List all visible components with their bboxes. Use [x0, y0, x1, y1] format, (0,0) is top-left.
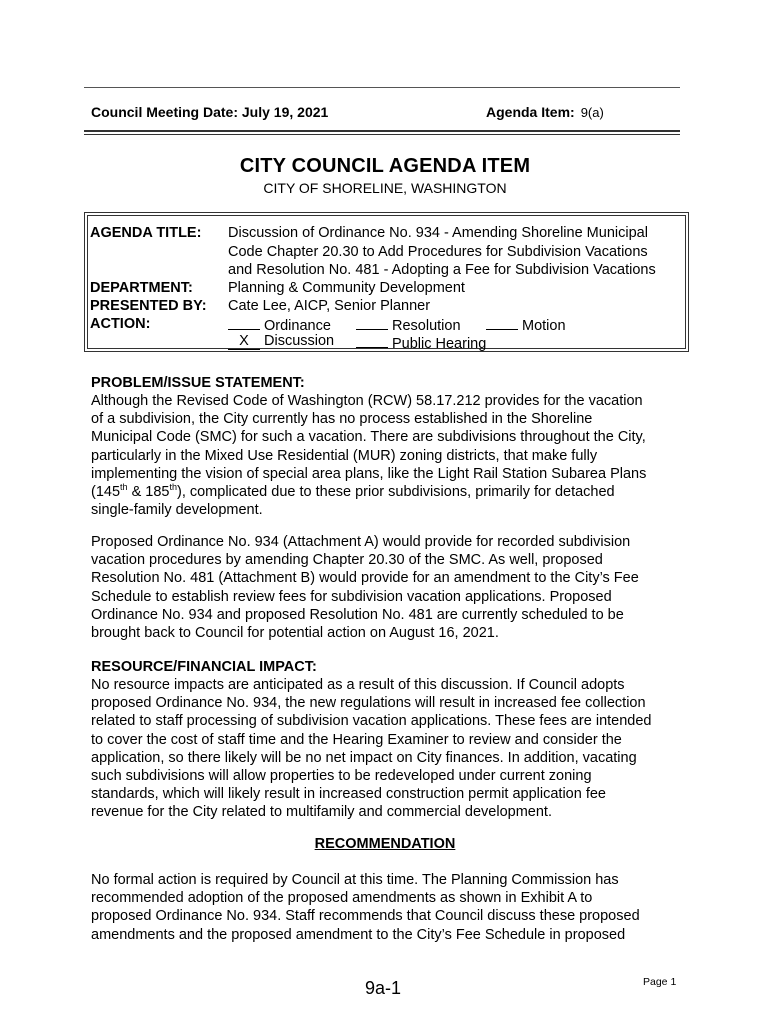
action-option-public-hearing: Public Hearing [356, 333, 486, 352]
agenda-title-value [228, 224, 656, 280]
resource-heading: RESOURCE/FINANCIAL IMPACT: [91, 659, 317, 675]
text-line: such subdivisions will allow properties to be redeveloped under current zoning [91, 768, 592, 785]
blank-line [356, 333, 388, 348]
agenda-title-line: Discussion of Ordinance No. 934 - Amending Shoreline Municipal [228, 225, 648, 241]
problem-paragraph-1 [91, 392, 691, 519]
document-subtitle: CITY OF SHORELINE, WASHINGTON [263, 180, 507, 196]
text-line: (145th & 185th), complicated due to these prior subdivisions, primarily for detached [91, 482, 615, 501]
action-option-resolution: Resolution [356, 315, 461, 334]
text-line: Municipal Code (SMC) for such a vacation. There are subdivisions throughout the City, [91, 429, 646, 446]
text-line: No formal action is required by Council at this time. The Planning Commission has [91, 872, 619, 888]
department-label: DEPARTMENT: [90, 280, 193, 296]
blank-line [228, 315, 260, 330]
page-code: 9a-1 [365, 978, 402, 998]
agenda-item [486, 104, 604, 120]
agenda-title-line: Code Chapter 20.30 to Add Procedures for Subdivision Vacations [228, 243, 648, 260]
text-line: recommended adoption of the proposed amendments as shown in Exhibit A to [91, 890, 593, 907]
text-line: proposed Ordinance No. 934. Staff recommends that Council discuss these proposed [91, 908, 640, 925]
text-line: vacation procedures by amending Chapter 20.30 of the SMC. As well, proposed [91, 552, 603, 569]
agenda-title-label: AGENDA TITLE: [90, 225, 202, 241]
text-line: Resolution No. 481 (Attachment B) would provide for an amendment to the City’s Fee [91, 570, 639, 587]
resource-paragraph [91, 676, 691, 822]
problem-heading: PROBLEM/ISSUE STATEMENT: [91, 375, 305, 391]
text-line: implementing the vision of special area plans, like the Light Rail Station Subarea Plans [91, 465, 647, 482]
recommendation-heading: RECOMMENDATION [314, 836, 456, 852]
presented-by-label: PRESENTED BY: [90, 298, 207, 314]
text-line: application, so there likely will be no net impact on City finances. In addition, vacating [91, 749, 637, 766]
agenda-item-label: Agenda Item: [486, 104, 575, 120]
text-line: of a subdivision, the City currently has no process established in the Shoreline [91, 411, 593, 428]
problem-paragraph-2 [91, 533, 691, 642]
text-line: related to staff processing of subdivision vacation applications. These fees are intended [91, 713, 652, 730]
text-line: Proposed Ordinance No. 934 (Attachment A) would provide for recorded subdivision [91, 534, 631, 550]
action-option-ordinance: Ordinance [228, 315, 331, 334]
text-line: to cover the cost of staff time and the Hearing Examiner to review and consider the [91, 731, 622, 748]
text-line: amendments and the proposed amendment to the City’s Fee Schedule in proposed [91, 926, 626, 943]
text-line: single-family development. [91, 502, 263, 519]
discussion-mark: X [228, 333, 260, 350]
text-line: Schedule to establish review fees for subdivision vacation applications. Proposed [91, 588, 612, 605]
text-line: No resource impacts are anticipated as a result of this discussion. If Council adopts [91, 677, 625, 693]
text-line: proposed Ordinance No. 934, the new regulations will result in increased fee collection [91, 695, 646, 712]
header-double-rule [84, 130, 680, 135]
action-label: ACTION: [90, 316, 151, 332]
text-line: Although the Revised Code of Washington (RCW) 58.17.212 provides for the vacation [91, 393, 643, 409]
meeting-date: Council Meeting Date: July 19, 2021 [91, 104, 329, 120]
recommendation-paragraph [91, 871, 691, 944]
document-title: CITY COUNCIL AGENDA ITEM [239, 155, 531, 177]
text-line: Ordinance No. 934 and proposed Resolution No. 481 are currently scheduled to be [91, 606, 624, 623]
text-line: standards, which will likely result in increased construction permit application fee [91, 786, 606, 803]
text-line: brought back to Council for potential action on August 16, 2021. [91, 625, 499, 642]
department-value: Planning & Community Development [228, 280, 465, 296]
blank-line [486, 315, 518, 330]
action-option-discussion: X Discussion [228, 333, 334, 350]
blank-line [356, 315, 388, 330]
header-top-rule [84, 87, 680, 88]
presented-by-value: Cate Lee, AICP, Senior Planner [228, 298, 431, 314]
action-option-motion: Motion [486, 315, 566, 334]
agenda-item-number: 9(a) [580, 105, 604, 120]
text-line: revenue for the City related to multifamily and commercial development. [91, 804, 552, 821]
page-number: Page 1 [643, 976, 677, 988]
agenda-title-line: and Resolution No. 481 - Adopting a Fee for Subdivision Vacations [228, 262, 656, 278]
text-line: particularly in the Mixed Use Residential (MUR) zoning districts, that make fully [91, 447, 598, 464]
